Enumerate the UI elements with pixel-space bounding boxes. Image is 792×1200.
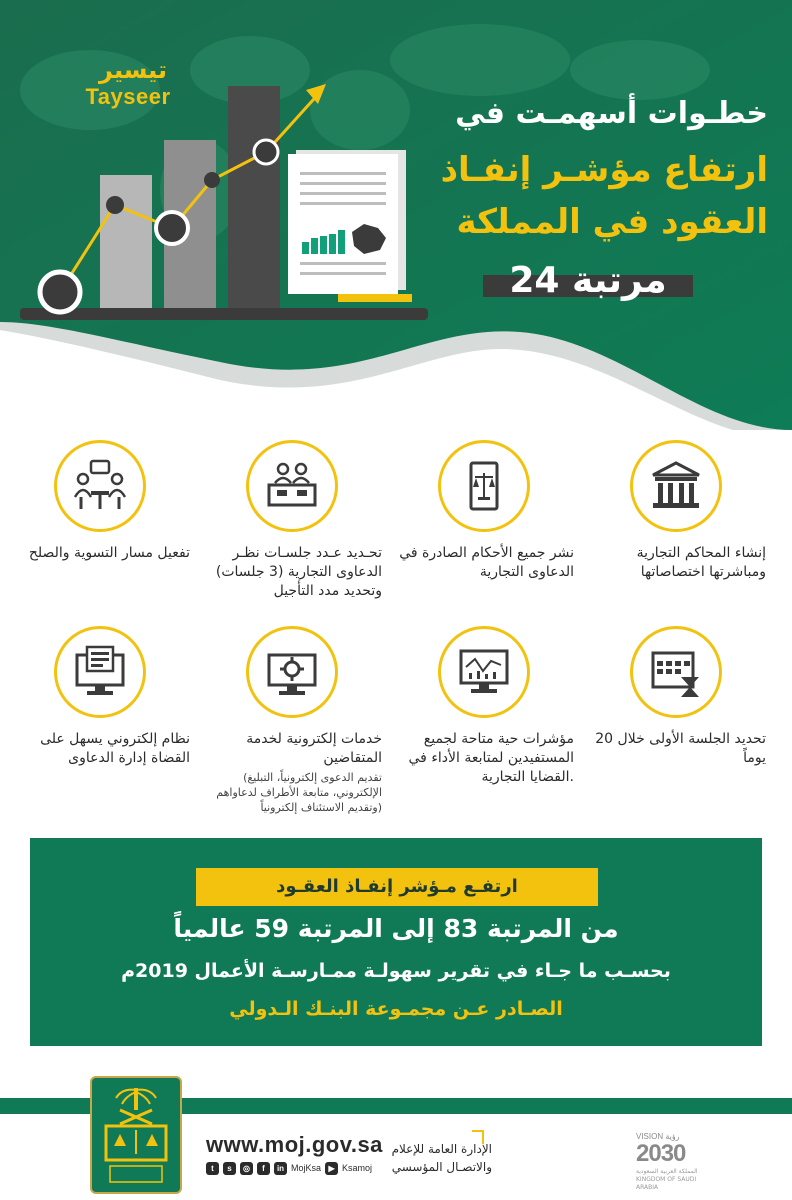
step-text: نظام إلكتروني يسهل على القضاة إدارة الدعاوى [40, 731, 190, 766]
vision-label: VISION رؤية [636, 1132, 680, 1141]
tayseer-logo-arabic: تيسير [99, 56, 167, 84]
header-banner [0, 0, 792, 430]
ministry-of-justice-logo [90, 1076, 182, 1194]
computer-document-icon [54, 626, 146, 718]
instagram-icon[interactable]: ◎ [240, 1162, 253, 1175]
tayseer-logo-english: Tayseer [85, 84, 171, 109]
result-headline: من المرتبة 83 إلى المرتبة 59 عالمياً [173, 914, 619, 943]
step-text: نشر جميع الأحكام الصادرة في الدعاوى التجارية [399, 545, 574, 580]
monitor-gear-icon [246, 626, 338, 718]
vision-year: 2030 [636, 1140, 686, 1167]
calendar-hourglass-icon [630, 626, 722, 718]
result-panel [30, 838, 762, 1046]
law-book-scales-icon [438, 440, 530, 532]
step-subtext: (تقديم الدعوى إلكترونياً، التبليغ الإلكتروني، متابعة الأطراف لدعاواهم وتقديم الاستئناف إلكترونياً) [216, 771, 382, 814]
social-handle-2: Ksamoj [342, 1163, 373, 1173]
result-publisher-line: الصـادر عـن مجمـوعة البنـك الـدولي [229, 998, 563, 1020]
twitter-icon[interactable]: t [206, 1162, 219, 1175]
step-text: إنشاء المحاكم التجارية ومباشرتها اختصاصاتها [636, 545, 766, 580]
step-title: خدمات إلكترونية لخدمة المتقاضين [246, 731, 382, 766]
step-text: تحـديد عـدد جلسـات نظـر الدعاوى التجارية (3 جلسات) وتحديد مدد التأجيل [215, 545, 382, 599]
court-session-icon [246, 440, 338, 532]
facebook-icon[interactable]: f [257, 1162, 270, 1175]
media-department-name: الإدارة العامة للإعلام والاتصـال المؤسسي [391, 1142, 492, 1174]
monitor-chart-icon [438, 626, 530, 718]
step-text: تحديد الجلسة الأولى خلال 20 يوماً [595, 731, 766, 766]
step-text: تفعيل مسار التسوية والصلح [28, 545, 190, 561]
result-tag: ارتفـع مـؤشر إنفـاذ العقـود [196, 868, 598, 906]
courthouse-icon [630, 440, 722, 532]
step-text: مؤشرات حية متاحة لجميع المستفيدين لمتابعة الأداء في القضايا التجارية. [408, 731, 574, 785]
vision-2030-logo [636, 1132, 706, 1191]
title-line-1: خطـوات أسهمـت في [455, 96, 768, 131]
website-url[interactable]: www.moj.gov.sa [206, 1132, 383, 1157]
social-links [206, 1160, 372, 1176]
report-document-icon [288, 150, 412, 302]
vision-kingdom-label: المملكة العربية السعودية KINGDOM OF SAUDI ARABIA [636, 1168, 698, 1191]
rank-text: 24 مرتبة [509, 260, 667, 301]
social-handle-1: MojKsa [291, 1163, 322, 1173]
settlement-meeting-icon [54, 440, 146, 532]
result-source-line: بحسـب ما جـاء في تقرير سهولـة ممـارسـة الأعمال 2019م [121, 960, 671, 982]
palm-tree-icon [116, 1088, 156, 1110]
snapchat-icon[interactable]: s [223, 1162, 236, 1175]
title-line-3: العقود في المملكة [456, 202, 768, 242]
title-line-2: ارتفاع مؤشـر إنفـاذ [440, 150, 768, 190]
youtube-icon[interactable]: ▶ [325, 1162, 338, 1175]
step-text [202, 730, 382, 815]
linkedin-icon[interactable]: in [274, 1162, 287, 1175]
